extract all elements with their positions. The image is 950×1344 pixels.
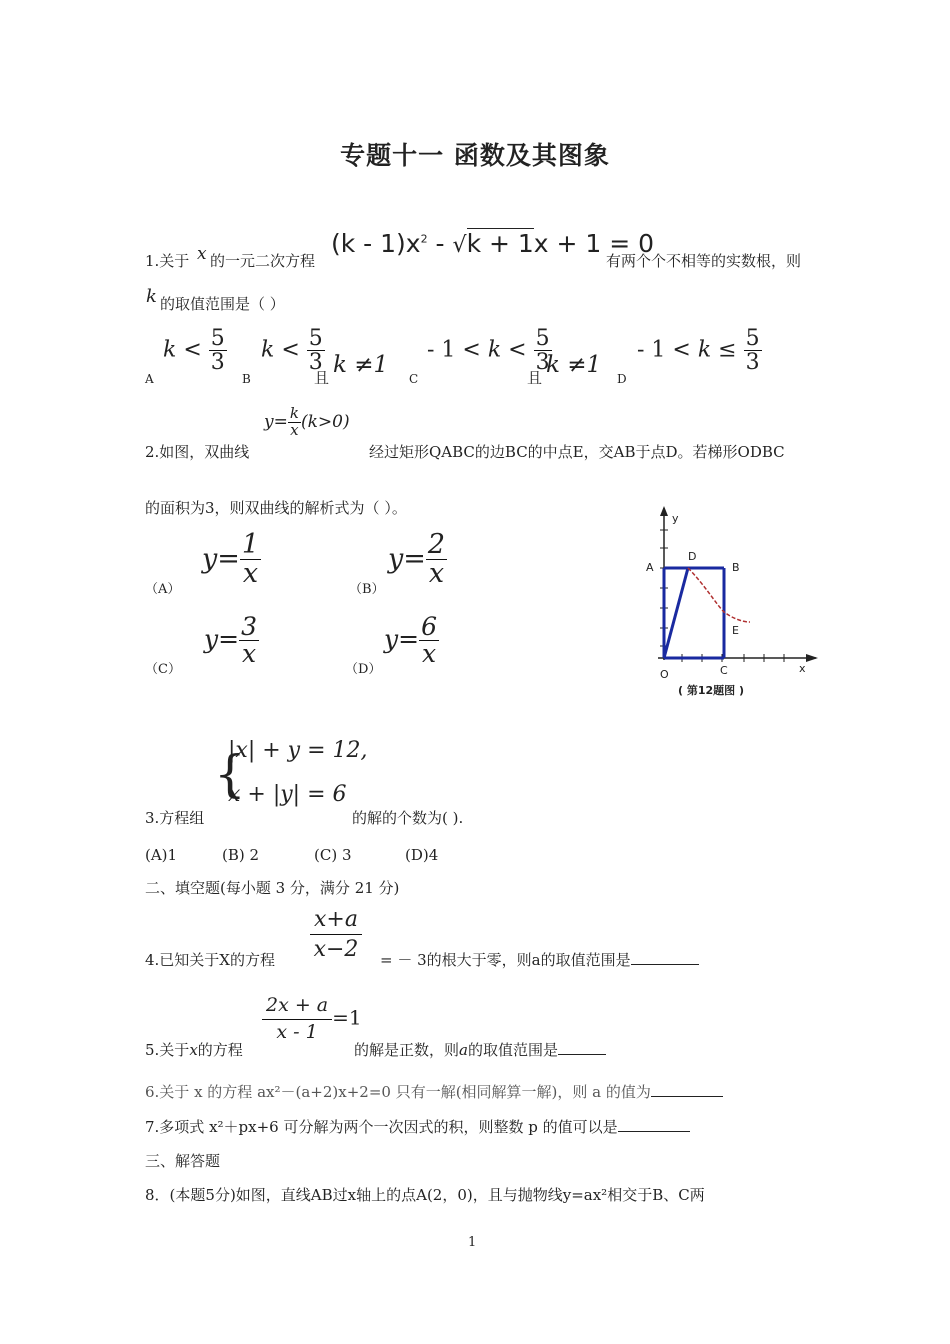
q1-option-c-and: 且 — [527, 369, 543, 387]
q3-eq2: x + |y| = 6 — [228, 782, 347, 807]
q4-answer-blank[interactable] — [631, 950, 699, 965]
fig-label-c: C — [720, 664, 728, 677]
q1-mid: 的一元二次方程 — [210, 252, 316, 270]
fig-caption: ( 第12题图 ) — [678, 684, 745, 697]
q7: 7.多项式 x²＋px+6 可分解为两个一次因式的积，则整数 p 的值可以是 — [145, 1117, 690, 1137]
q1-option-b-and: 且 — [314, 369, 330, 387]
q2-option-a-label: （A） — [145, 582, 181, 597]
q5-suffix: 的解是正数，则a的取值范围是 — [354, 1040, 606, 1060]
q2-option-b: y= $\frac{2}{x}$ — [388, 529, 446, 590]
q5-answer-blank[interactable] — [558, 1040, 606, 1055]
q5-prefix: 5.关于x的方程 — [145, 1041, 243, 1059]
q1-equation: $(k - 1)x^2 - √k + 1x + 1 = 0$ — [331, 229, 655, 258]
q1-option-c: - 1 < k < $\frac{5}{3}$ — [427, 326, 550, 376]
q6: 6.关于 x 的方程 ax²－(a+2)x+2=0 只有一解(相同解算一解)，则 a 的值为 — [145, 1082, 723, 1102]
q2-formula: y= $\frac{k}{x}$ (k>0) — [264, 404, 350, 439]
q1-suffix: 有两个个不相等的实数根，则 — [606, 252, 802, 270]
q6-answer-blank[interactable] — [651, 1082, 723, 1097]
q1-option-a: k < $\frac{5}{3}$ — [163, 326, 225, 376]
q4-fraction: $\frac{x+a}{x-2}$ — [310, 908, 362, 961]
q1-line2: 的取值范围是（ ） — [160, 295, 285, 313]
q2-option-c: y= $\frac{3}{x}$ — [204, 612, 257, 669]
section-3-heading: 三、解答题 — [145, 1152, 221, 1170]
q1-option-c-kne1: k ≠1 — [546, 352, 602, 378]
q1-line2-var: k — [146, 286, 157, 307]
q2-option-b-label: （B） — [349, 582, 385, 597]
fig-label-e: E — [732, 624, 739, 637]
q2-figure — [638, 500, 823, 705]
fig-label-y: y — [672, 512, 679, 525]
q3-eq1: |x| + y = 12, — [228, 738, 368, 763]
q2-option-a: y= $\frac{1}{x}$ — [202, 529, 260, 590]
q7-answer-blank[interactable] — [618, 1117, 690, 1132]
fig-label-a: A — [646, 561, 654, 574]
q1-option-c-letter: C — [409, 372, 419, 386]
section-2-heading: 二、填空题(每小题 3 分，满分 21 分) — [145, 879, 400, 897]
q2-option-d-label: （D） — [345, 662, 382, 677]
fig-label-b: B — [732, 561, 740, 574]
q1-option-b: k < $\frac{5}{3}$ — [261, 326, 323, 376]
fig-label-d: D — [688, 550, 697, 563]
q2-prefix: 2.如图，双曲线 — [145, 443, 250, 461]
q1-option-b-kne1: k ≠1 — [333, 352, 389, 378]
q8: 8．(本题5分)如图，直线AB过x轴上的点A(2，0)，且与抛物线y=ax²相交于B、C两 — [145, 1186, 705, 1204]
q4-prefix: 4.已知关于X的方程 — [145, 951, 275, 969]
q3-option-c: (C) 3 — [314, 846, 352, 864]
q1-line1 — [145, 251, 189, 271]
q2-option-c-label: （C） — [145, 662, 181, 677]
q3-option-b: (B) 2 — [222, 846, 260, 864]
q3-suffix: 的解的个数为( ). — [352, 809, 464, 827]
fig-label-x: x — [799, 662, 806, 675]
q1-option-d: - 1 < k ≤ $\frac{5}{3}$ — [637, 326, 760, 376]
q1-option-a-letter: A — [145, 372, 154, 386]
q1-option-b-letter: B — [242, 372, 251, 386]
q1-prefix: 1.关于 — [145, 252, 190, 270]
q3-option-a: (A)1 — [145, 846, 178, 864]
q3-prefix: 3.方程组 — [145, 809, 205, 827]
q3-option-d: (D)4 — [405, 846, 439, 864]
page-number: 1 — [468, 1235, 477, 1250]
q3-brace: { — [214, 745, 246, 803]
q5-fraction: $\frac{2x + a}{x - 1}$ =1 — [262, 996, 362, 1043]
fig-label-o: O — [660, 668, 669, 681]
q2-text2: 的面积为3，则双曲线的解析式为（ ）。 — [145, 499, 407, 517]
q4-suffix: = － 3的根大于零，则a的取值范围是 — [380, 950, 699, 970]
q1-option-d-letter: D — [617, 372, 627, 386]
page-title: 专题十一 函数及其图象 — [340, 141, 610, 170]
q2-text1: 经过矩形QABC的边BC的中点E，交AB于点D。若梯形ODBC — [369, 443, 785, 461]
q1-var-x: x — [197, 244, 207, 264]
q2-option-d: y= $\frac{6}{x}$ — [384, 612, 437, 669]
